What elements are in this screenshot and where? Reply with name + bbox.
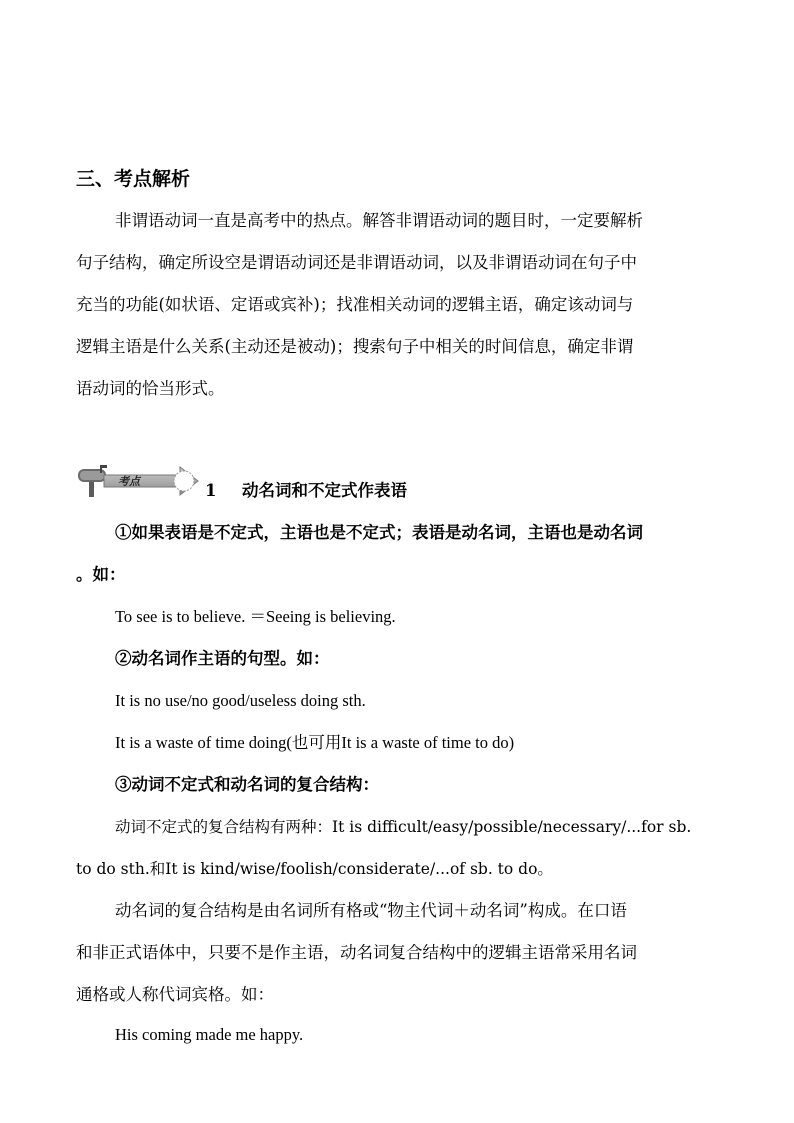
kaodian-badge-icon [76, 463, 201, 499]
para-4-line-1: 动词不定式的复合结构有两种：It is difficult/easy/possible/necessary/...for sb. [115, 818, 692, 836]
section-heading: 三、考点解析 [76, 168, 191, 190]
example-3: It is a waste of time doing(也可用It is a waste of time to do) [115, 733, 515, 752]
rule-1-line-2: 。如： [76, 565, 126, 584]
para-5-line-3: 通格或人称代词宾格。如： [76, 985, 274, 1004]
badge-label: 考点 [118, 475, 140, 488]
rule-3: ③动词不定式和动名词的复合结构： [115, 775, 379, 794]
example-1: To see is to believe. ＝Seeing is believing. [115, 607, 396, 626]
kaodian-title [205, 479, 407, 503]
intro-line-1: 非谓语动词一直是高考中的热点。解答非谓语动词的题目时，一定要解析 [115, 211, 643, 230]
para-5-line-2: 和非正式语体中，只要不是作主语，动名词复合结构中的逻辑主语常采用名词 [76, 943, 637, 962]
intro-line-5: 语动词的恰当形式。 [76, 379, 225, 398]
rule-1-line-1: ①如果表语是不定式，主语也是不定式；表语是动名词，主语也是动名词 [115, 523, 643, 542]
rule-2: ②动名词作主语的句型。如： [115, 649, 330, 668]
example-4: His coming made me happy. [115, 1025, 304, 1044]
intro-line-2: 句子结构，确定所设空是谓语动词还是非谓语动词，以及非谓语动词在句子中 [76, 253, 637, 272]
para-4-line-2: to do sth.和It is kind/wise/foolish/considerate/...of sb. to do。 [76, 860, 553, 878]
kaodian-number: 1 [205, 481, 217, 500]
kaodian-title-text: 动名词和不定式作表语 [241, 481, 407, 500]
para-5-line-1: 动名词的复合结构是由名词所有格或“物主代词＋动名词”构成。在口语 [115, 901, 627, 920]
intro-line-3: 充当的功能(如状语、定语或宾补)；找准相关动词的逻辑主语，确定该动词与 [76, 295, 634, 314]
intro-line-4: 逻辑主语是什么关系(主动还是被动)；搜索句子中相关的时间信息，确定非谓 [76, 337, 634, 356]
example-2: It is no use/no good/useless doing sth. [115, 691, 366, 710]
